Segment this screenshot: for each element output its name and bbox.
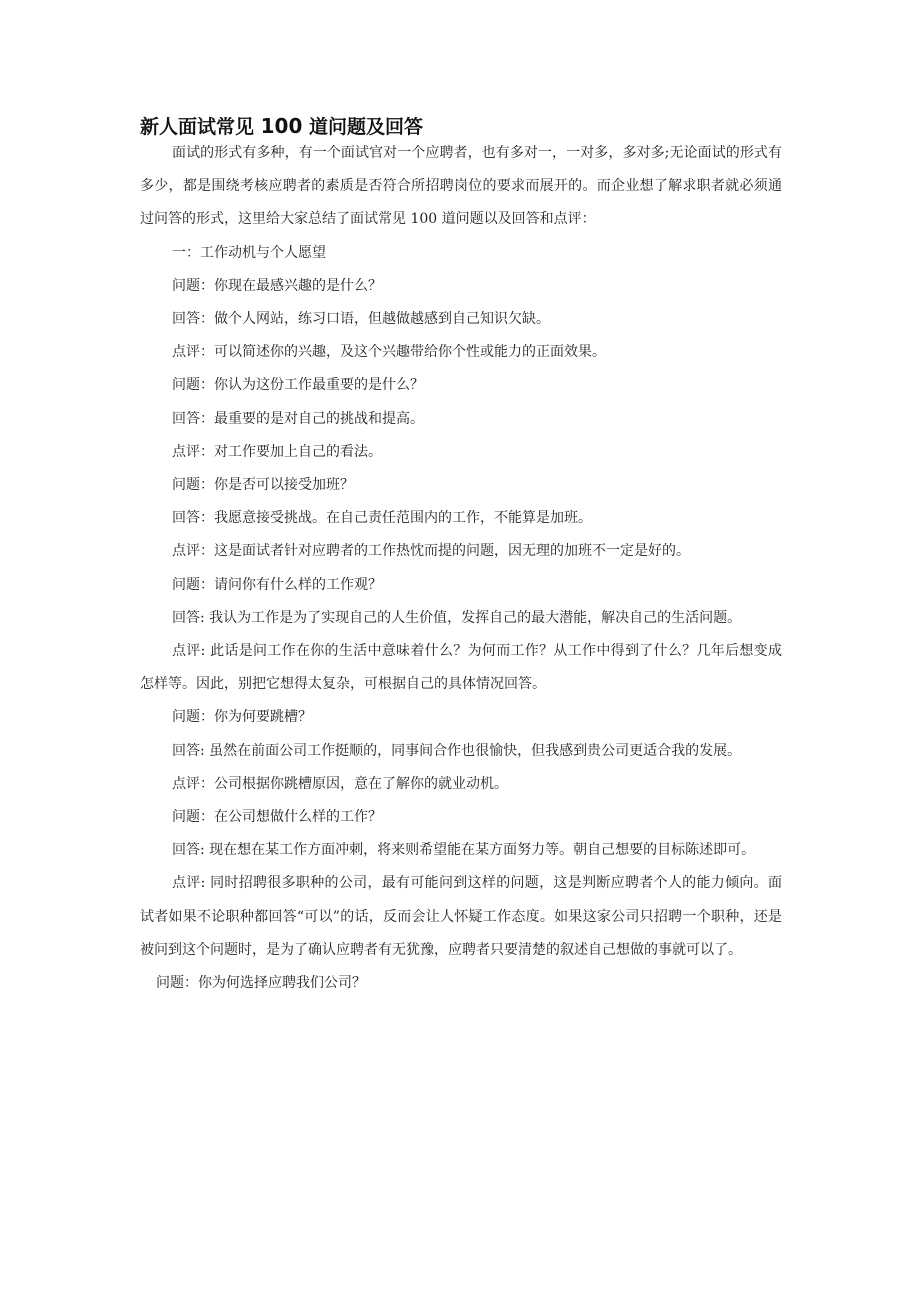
title-suffix: 道问题及回答 — [309, 116, 424, 138]
answer-3: 回答：我愿意接受挑战。在自己责任范围内的工作，不能算是加班。 — [172, 510, 592, 527]
answer-2: 回答：最重要的是对自己的挑战和提高。 — [172, 410, 424, 427]
answer-4: 回答: 我认为工作是为了实现自己的人生价值，发挥自己的最大潜能，解决自己的生活问题。 — [172, 609, 742, 626]
question-2: 问题：你认为这份工作最重要的是什么？ — [172, 377, 424, 394]
comment-6: 点评: 同时招聘很多职种的公司，最有可能问到这样的问题，这是判断应聘者个人的能力倾向。面试者如果不论职种都回答“可以”的话，反而会让人怀疑工作态度。如果这家公司只招聘一个职种，还是被问到这个问题时，是为了确认应聘者有无犹豫，应聘者只要清楚的叙述自己想做的事就可以了。 — [140, 875, 782, 958]
title-prefix: 新人面试常见 — [140, 116, 255, 138]
comment-1: 点评：可以简述你的兴趣，及这个兴趣带给你个性或能力的正面效果。 — [172, 344, 606, 361]
intro-paragraph: 面试的形式有多种，有一个面试官对一个应聘者，也有多对一，一对多，多对多;无论面试的形式有多少，都是围绕考核应聘者的素质是否符合所招聘岗位的要求而展开的。而企业想了解求职者就必须通过问答的形式，这里给大家总结了面试常见 100 道问题以及回答和点评： — [140, 145, 782, 228]
question-7: 问题：你为何选择应聘我们公司？ — [156, 975, 366, 992]
question-1: 问题：你现在最感兴趣的是什么？ — [172, 277, 382, 294]
answer-6: 回答: 现在想在某工作方面冲刺，将来则希望能在某方面努力等。朝自己想要的目标陈述即可。 — [172, 842, 756, 859]
title-number: 100 — [260, 114, 303, 138]
section-heading: 一：工作动机与个人愿望 — [172, 244, 326, 261]
document-title — [140, 113, 423, 140]
comment-3: 点评：这是面试者针对应聘者的工作热忱而提的问题，因无理的加班不一定是好的。 — [172, 543, 690, 560]
answer-1: 回答：做个人网站，练习口语，但越做越感到自己知识欠缺。 — [172, 311, 550, 328]
question-6: 问题：在公司想做什么样的工作？ — [172, 809, 382, 826]
question-4: 问题：请问你有什么样的工作观？ — [172, 576, 382, 593]
question-5: 问题：你为何要跳槽？ — [172, 709, 312, 726]
answer-5: 回答: 虽然在前面公司工作挺顺的，同事间合作也很愉快，但我感到贵公司更适合我的发展。 — [172, 742, 742, 759]
document-body — [140, 137, 782, 1000]
question-3: 问题：你是否可以接受加班？ — [172, 477, 354, 494]
comment-2: 点评：对工作要加上自己的看法。 — [172, 443, 382, 460]
comment-4: 点评: 此话是问工作在你的生活中意味着什么？为何而工作？从工作中得到了什么？几年后想变成怎样等。因此，别把它想得太复杂，可根据自己的具体情况回答。 — [140, 643, 782, 693]
comment-5: 点评：公司根据你跳槽原因，意在了解你的就业动机。 — [172, 775, 508, 792]
